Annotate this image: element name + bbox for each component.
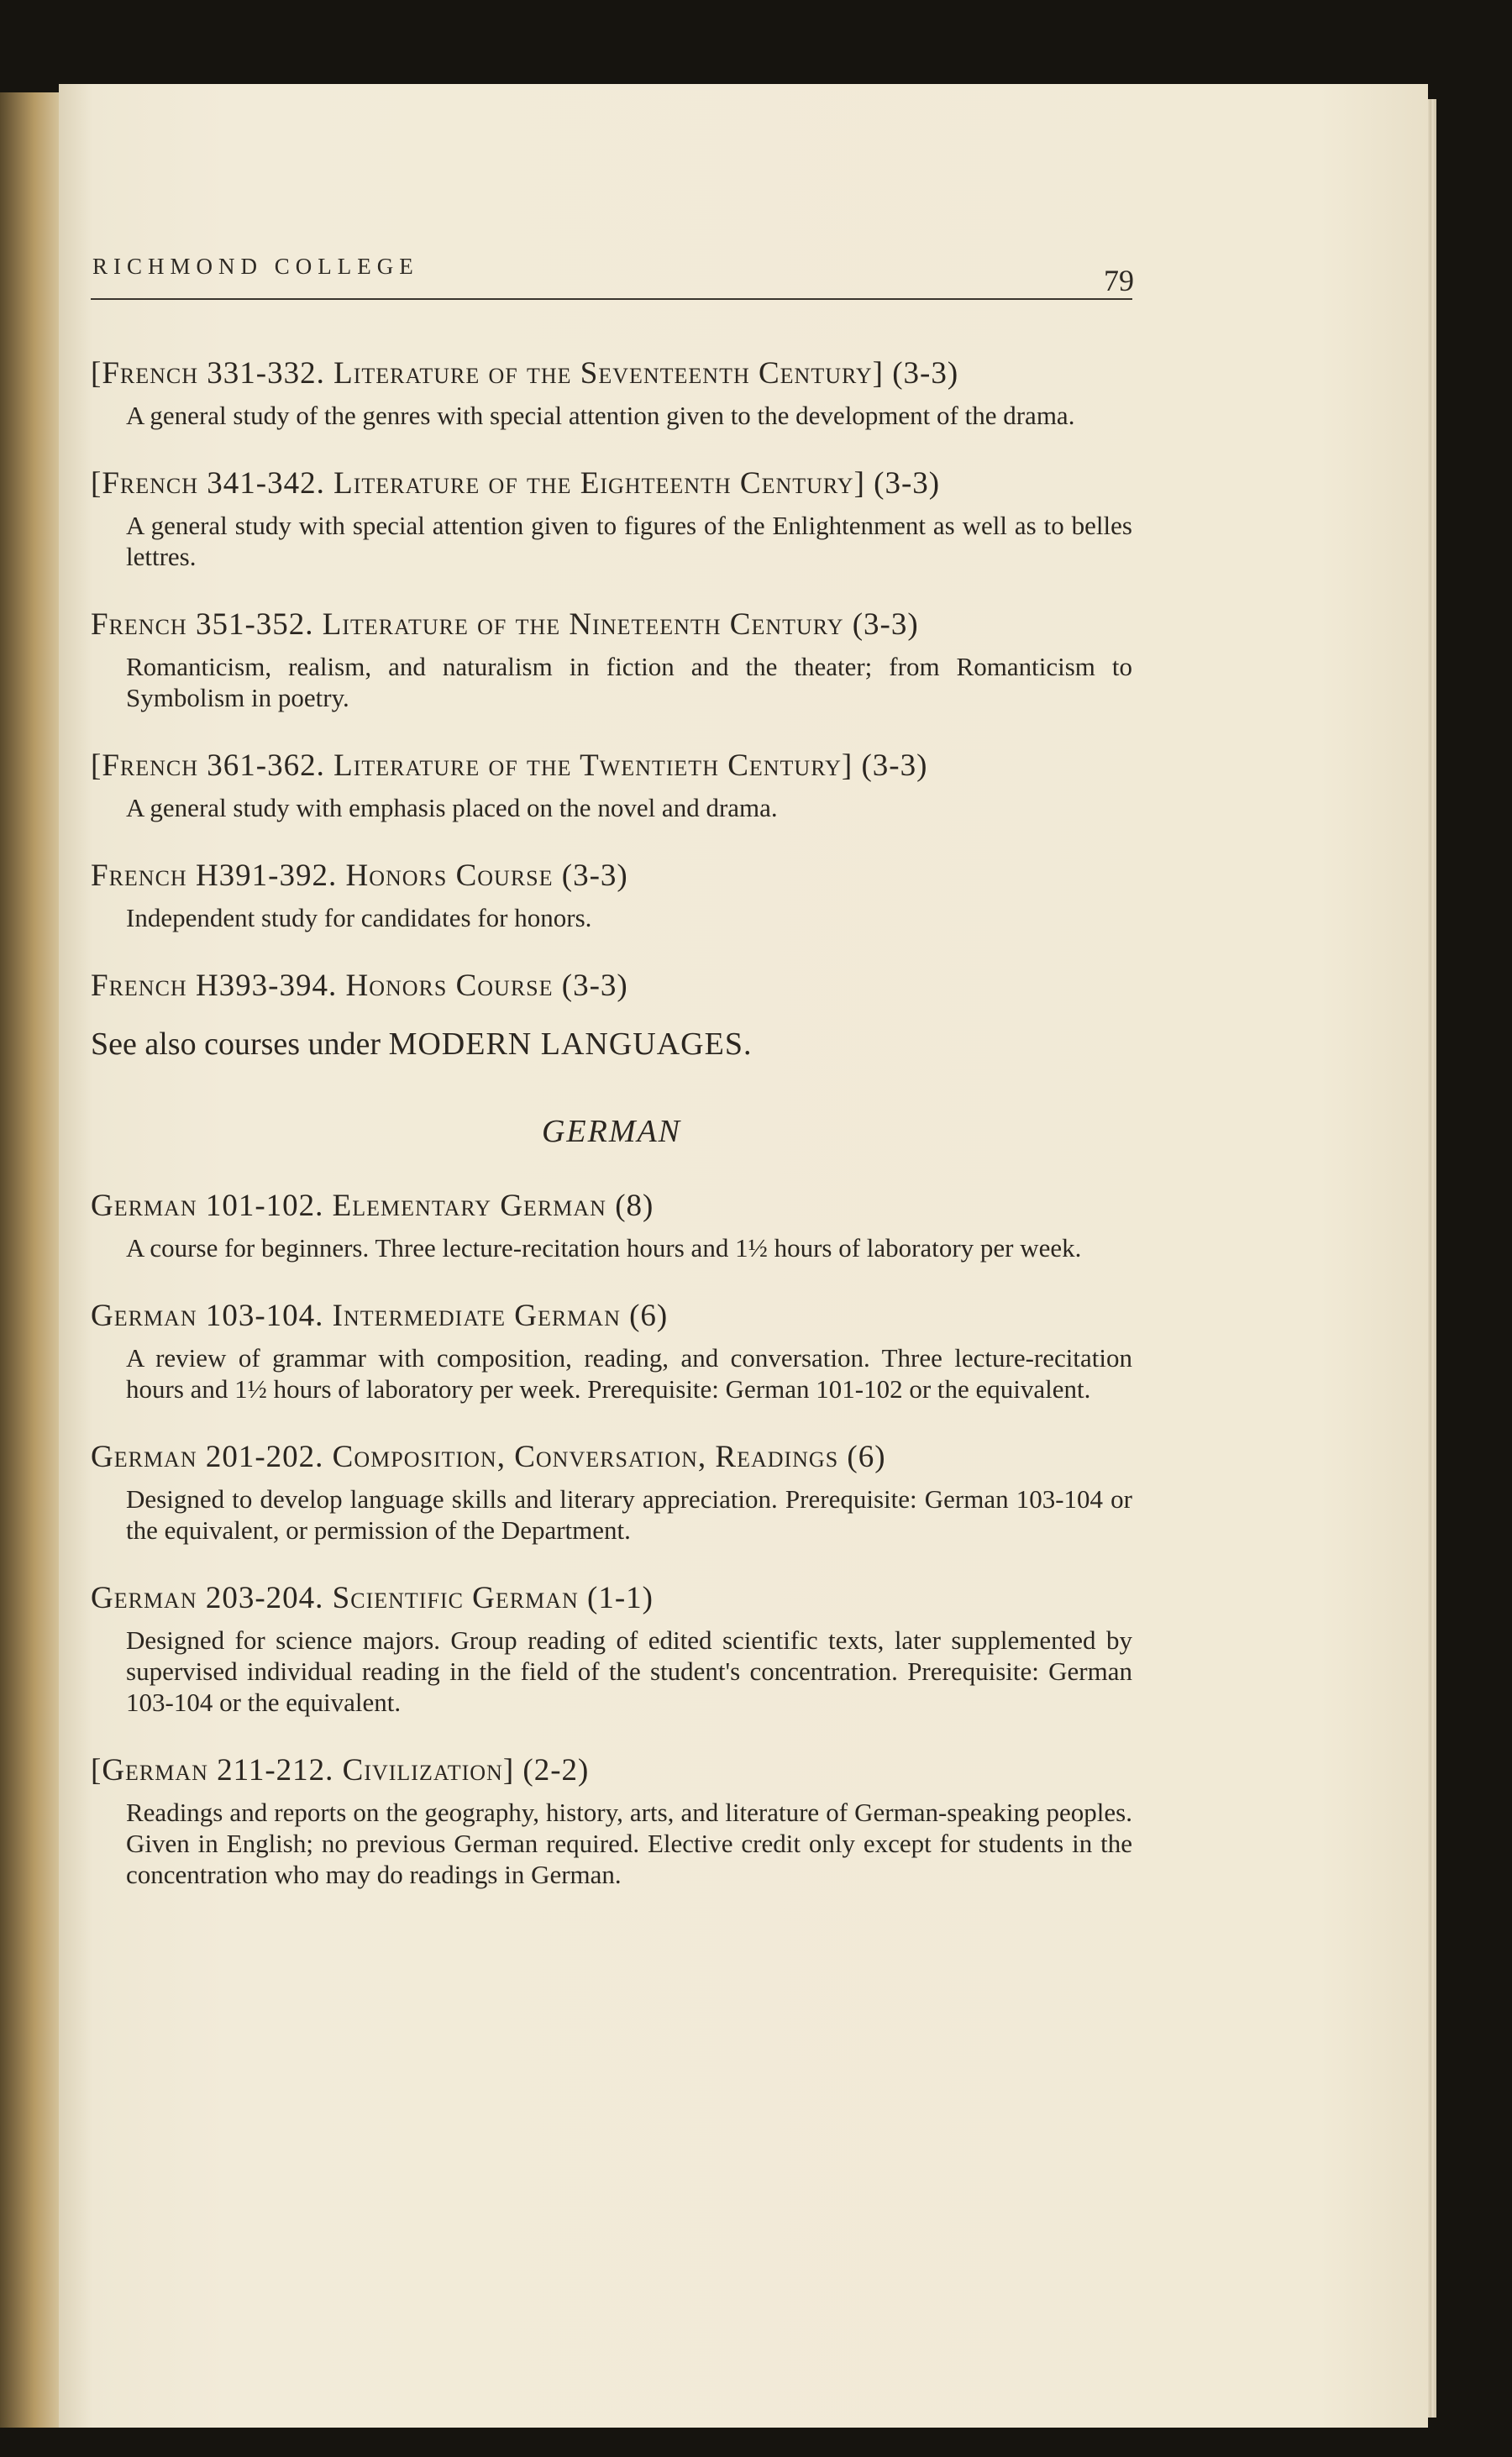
course-title: German 101-102. Elementary German (8) <box>91 1189 654 1223</box>
course-description: Designed for science majors. Group reading of edited scientific texts, later supplemented by supervised individual reading in the field of the student's concentration. Prerequisite: German 103-104 or the equivalent. <box>126 1625 1132 1717</box>
course-title: French 351-352. Literature of the Nineteenth Century (3-3) <box>91 607 919 642</box>
running-header: RICHMOND COLLEGE <box>92 254 419 279</box>
course-title: [French 341-342. Literature of the Eighteenth Century] (3-3) <box>91 466 941 501</box>
course-title: German 103-104. Intermediate German (6) <box>91 1299 669 1333</box>
course-description: A general study of the genres with special attention given to the development of the drama. <box>126 401 1075 430</box>
see-also-prefix: See also courses under <box>91 1026 389 1062</box>
course-description: A course for beginners. Three lecture-recitation hours and 1½ hours of laboratory per week. <box>126 1233 1082 1263</box>
course-entry <box>91 1578 1132 1718</box>
see-also-note <box>91 1026 1132 1063</box>
course-entry <box>91 1295 1132 1404</box>
page-number: 79 <box>1104 264 1134 297</box>
course-description: Independent study for candidates for honors. <box>126 903 592 932</box>
page-content <box>91 353 1132 1922</box>
course-entry <box>91 463 1132 572</box>
course-entry <box>91 604 1132 713</box>
course-entry <box>91 965 1132 1007</box>
course-entry <box>91 1436 1132 1546</box>
course-description: A general study with emphasis placed on the novel and drama. <box>126 793 778 822</box>
course-title: [German 211-212. Civilization] (2-2) <box>91 1753 590 1788</box>
see-also-target: MODERN LANGUAGES. <box>388 1026 753 1062</box>
course-title: German 203-204. Scientific German (1-1) <box>91 1581 654 1615</box>
course-title: [French 361-362. Literature of the Twentieth Century] (3-3) <box>91 748 928 783</box>
section-heading: GERMAN <box>541 1114 682 1149</box>
course-title: French H391-392. Honors Course (3-3) <box>91 858 628 893</box>
course-entry <box>91 1750 1132 1890</box>
course-title: French H393-394. Honors Course (3-3) <box>91 969 628 1003</box>
course-entry <box>91 745 1132 823</box>
book-gutter <box>0 92 63 2428</box>
course-entry <box>91 855 1132 933</box>
course-description: Readings and reports on the geography, history, arts, and literature of German-speaking peoples. Given in English; no previous German required. Elective credit only except for students in the concentration who may do readings in German. <box>126 1798 1132 1889</box>
course-entry <box>91 1185 1132 1263</box>
course-description: Romanticism, realism, and naturalism in fiction and the theater; from Romanticism to Symbolism in poetry. <box>126 652 1132 712</box>
course-title: [French 331-332. Literature of the Seventeenth Century] (3-3) <box>91 356 959 391</box>
course-description: A general study with special attention given to figures of the Enlightenment as well as to belles lettres. <box>126 511 1132 571</box>
header-rule <box>91 298 1132 300</box>
course-description: A review of grammar with composition, reading, and conversation. Three lecture-recitation hours and 1½ hours of laboratory per week. Prerequisite: German 101-102 or the equivalent. <box>126 1343 1132 1404</box>
course-entry <box>91 353 1132 431</box>
course-description: Designed to develop language skills and literary appreciation. Prerequisite: German 103-104 or the equivalent, or permission of the Department. <box>126 1484 1132 1545</box>
course-title: German 201-202. Composition, Conversation, Readings (6) <box>91 1440 886 1474</box>
